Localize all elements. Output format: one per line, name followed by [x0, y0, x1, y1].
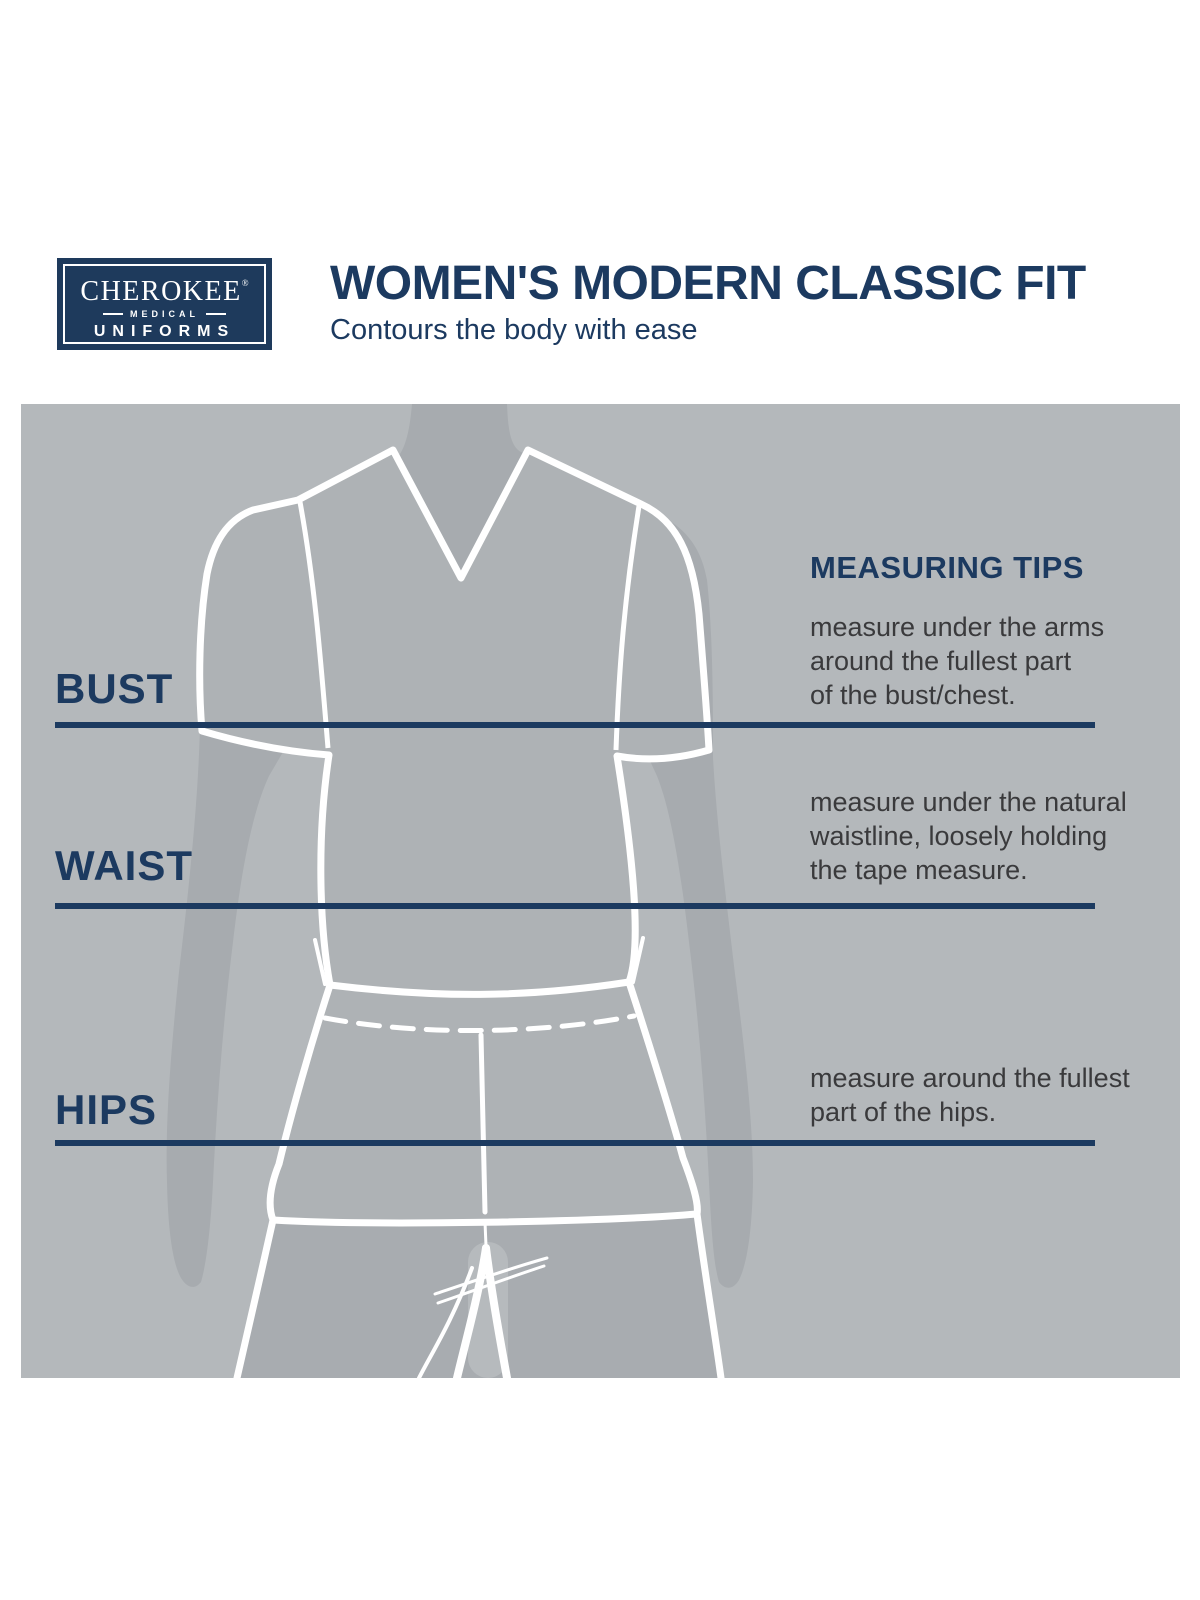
- waist-tip-line: waistline, loosely holding: [810, 821, 1108, 851]
- hips-tip-line: part of the hips.: [810, 1097, 997, 1127]
- brand-product-line: UNIFORMS: [93, 322, 236, 340]
- dash-left: [103, 313, 123, 315]
- brand-name: [80, 268, 248, 307]
- bust-tip-line: of the bust/chest.: [810, 680, 1016, 710]
- bust-measure-line: [55, 722, 1095, 728]
- hips-tip-line: measure around the fullest: [810, 1063, 1130, 1093]
- bust-tip-line: around the fullest part: [810, 646, 1072, 676]
- page-subtitle: Contours the body with ease: [330, 314, 698, 346]
- size-guide-panel: [21, 404, 1180, 1378]
- dash-right: [206, 313, 226, 315]
- hips-label: HIPS: [55, 1086, 158, 1133]
- brand-division-row: [103, 309, 226, 319]
- bust-tip: [810, 610, 1104, 712]
- waist-tip-line: the tape measure.: [810, 855, 1028, 885]
- bust-label: BUST: [55, 665, 174, 712]
- waist-label: WAIST: [55, 842, 193, 889]
- brand-division: MEDICAL: [130, 308, 199, 319]
- bust-tip-line: measure under the arms: [810, 612, 1105, 642]
- page-title: WOMEN'S MODERN CLASSIC FIT: [330, 257, 1086, 310]
- brand-name-text: CHEROKEE: [80, 275, 242, 307]
- waist-tip-line: measure under the natural: [810, 787, 1127, 817]
- cherokee-logo-border: [63, 264, 266, 344]
- hips-tip: [810, 1061, 1130, 1129]
- waist-tip: [810, 785, 1127, 887]
- registered-mark: ®: [241, 277, 249, 288]
- measuring-tips-heading: MEASURING TIPS: [810, 550, 1084, 585]
- hips-measure-line: [55, 1140, 1095, 1146]
- waist-measure-line: [55, 903, 1095, 909]
- cherokee-logo: [57, 258, 272, 350]
